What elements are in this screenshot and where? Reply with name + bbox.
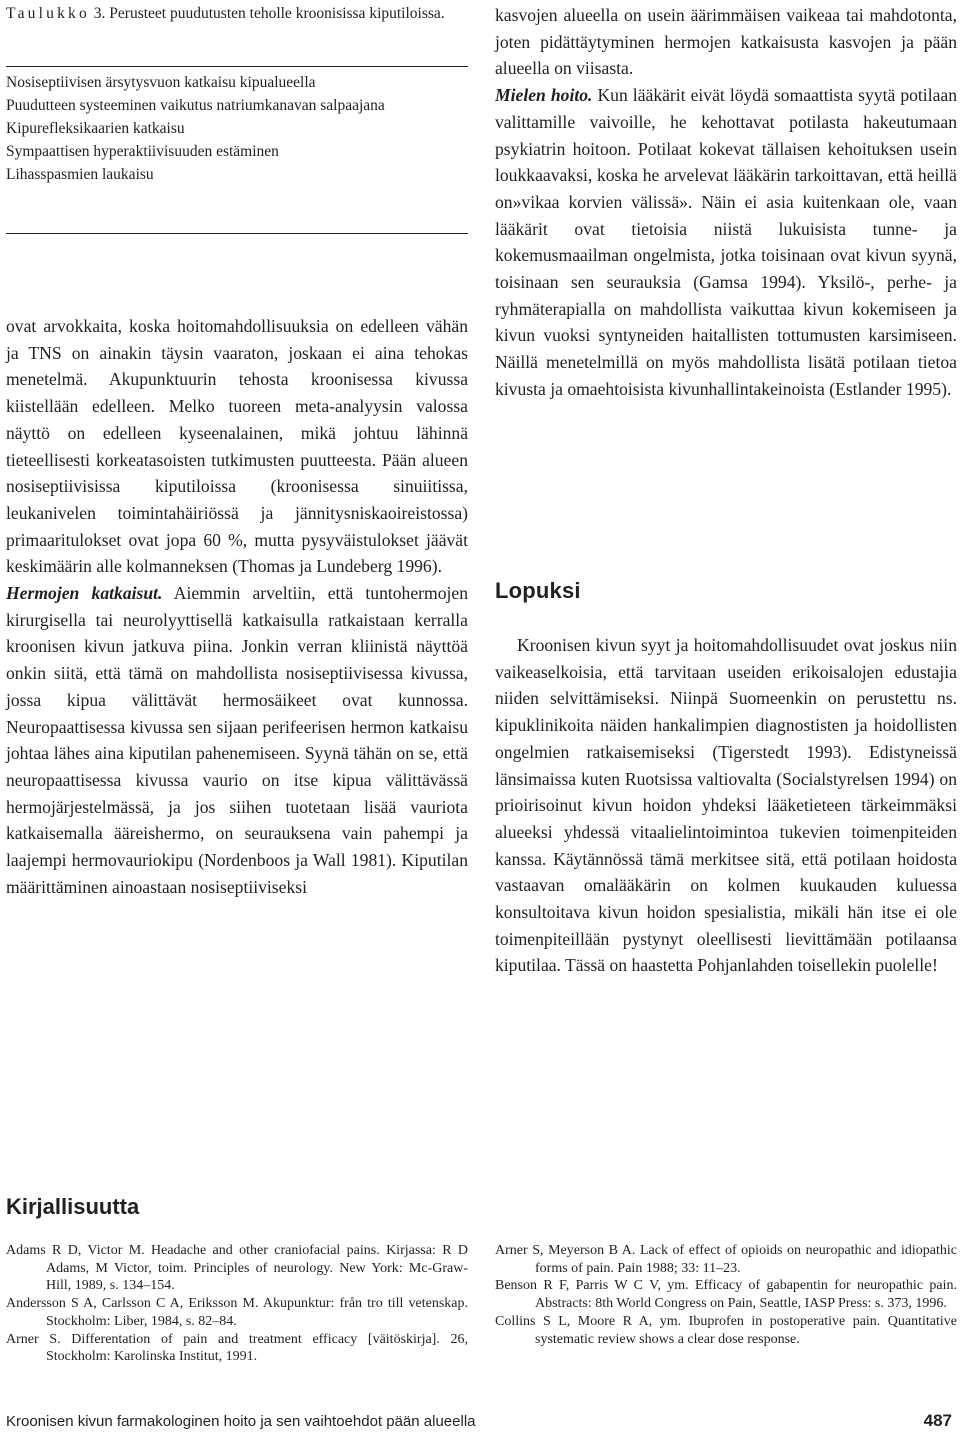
references-right [495, 1242, 957, 1348]
table-row: Kipurefleksikaarien katkaisu [6, 120, 185, 137]
left-paragraph-2 [6, 580, 468, 900]
left-paragraph-1: ovat arvokkaita, koska hoitomahdollisuuksia on edelleen vähän ja TNS on ainakin täysin vaaraton, joskaan ei aina tehokas menetelmä. Akupunktuurin tehosta kroonisessa kivussa kiistellään edelleen. Melko tuoreen meta-analyysin valossa näyttö on edelleen kyseenalainen, mikä johtuu lähinnä tieteellisesti korkeatasoisten tutkimusten puutteesta. Pään alueen nosiseptiivisissa kiputiloissa (kroonisessa sinuiitissa, leukanivelen toimintahäiriössä ja jännitysniskaoireistossa) primaaritulokset ovat jopa 60 %, mutta pysyväistulokset jäävät keskimäärin alle kolmanneksen (Thomas ja Lundeberg 1996). [6, 316, 468, 577]
table-rows [6, 71, 468, 186]
lopuksi-section [495, 632, 957, 979]
table-top-rule [6, 66, 468, 67]
left-column [6, 313, 468, 900]
reference-item: Collins S L, Moore R A, ym. Ibuprofen in postoperative pain. Quantitative systematic review shows a clear dose response. [495, 1313, 957, 1347]
table-row: Puudutteen systeeminen vaikutus natriumkanavan salpaajana [6, 97, 385, 114]
reference-item: Benson R F, Parris W C V, ym. Efficacy of gabapentin for neuropathic pain. Abstracts: 8th World Congress on Pain, Seattle, IASP Press: s. 373, 1996. [495, 1278, 957, 1312]
section-heading-mielen: Mielen hoito. [495, 85, 593, 106]
lopuksi-heading: Lopuksi [495, 578, 581, 603]
references-heading: Kirjallisuutta [6, 1194, 140, 1219]
section-heading-hermojen: Hermojen katkaisut. [6, 583, 163, 604]
table-row: Nosiseptiivisen ärsytysvuon katkaisu kipualueella [6, 74, 316, 91]
table-row: Sympaattisen hyperaktiivisuuden estäminen [6, 143, 279, 160]
table-caption-text: Perusteet puudutusten teholle kroonisissa kiputiloissa. [109, 5, 445, 22]
table-caption [6, 4, 468, 24]
running-footer-title: Kroonisen kivun farmakologinen hoito ja sen vaihtoehdot pään alueella [6, 1413, 476, 1430]
table-label: Taulukko [6, 5, 90, 22]
table-bottom-rule [6, 233, 468, 234]
reference-item: Arner S. Differentation of pain and treatment efficacy [väitöskirja]. 26, Stockholm: Karolinska Institut, 1991. [6, 1331, 468, 1365]
table-row: Lihasspasmien laukaisu [6, 166, 154, 183]
reference-item: Andersson S A, Carlsson C A, Eriksson M. Akupunktur: från tro till vetenskap. Stockholm: Liber, 1984, s. 82–84. [6, 1296, 468, 1329]
lopuksi-paragraph: Kroonisen kivun syyt ja hoitomahdollisuudet ovat joskus niin vaikeaselkoisia, että tarvitaan useiden erikoisalojen edustajia niiden selvittämiseksi. Niinpä Suomeenkin on perustettu ns. kipuklinikoita näiden hankalimpien diagnostisten ja hoidollisten ongelmien ratkaisemiseksi (Tigerstedt 1993). Edistyneissä länsimaissa kuten Ruotsissa valtiovalta (Socialstyrelsen 1994) on prioirisoinut kivun hoidon yhdeksi lääketieteen tärkeimmäksi alueeksi yhdessä vitaalielintoimintoa tukevien toimenpiteiden kanssa. Käytännössä tämä merkitsee sitä, että potilaan hoidosta vastaavan omalääkärin on kolmen kuukauden kuluessa konsultoitava kivun hoidon spesialistia, mikäli hän itse ei ole toimenpiteillään pystynyt oleellisesti lievittämään potilaansa kiputilaa. Tässä on haastetta Pohjanlahden toisellekin puolelle! [495, 635, 957, 976]
table-number: 3. [93, 5, 106, 22]
reference-item: Arner S, Meyerson B A. Lack of effect of opioids on neuropathic and idiopathic forms of pain. Pain 1988; 33: 11–23. [495, 1243, 957, 1276]
left-paragraph-2-text: Aiemmin arveltiin, että tuntohermojen kirurgisella tai neurolyyttisellä katkaisulla ratkaistaan kerralla kroonisen kivun jatkuva piina. Jonkin verran kliinistä näyttöä onkin siitä, että tämä on mahdollista nosiseptiivisessa kivussa, jossa kipua välittävät hermosäikeet ovat kunnossa. Neuropaattisessa kivussa sen sijaan perifeerisen hermon katkaisu johtaa lähes aina kiputilan pahenemiseen. Syynä tähän on se, että neuropaattisessa kivussa vaurio on itse kipua välittävässä hermojärjestelmässä, ja jos siihen tuotetaan lisää vauriota katkaisemalla ääreishermo, on seurauksena vain pahempi ja laajempi hermovauriokipu (Nordenboos ja Wall 1981). Kiputilan määrittäminen ainoastaan nosiseptiiviseksi [6, 583, 468, 897]
reference-item: Adams R D, Victor M. Headache and other craniofacial pains. Kirjassa: R D Adams, M Victor, toim. Principles of neurology. New York: Mc-Graw-Hill, 1989, s. 134–154. [6, 1243, 468, 1294]
references-left [6, 1242, 468, 1366]
right-paragraph-2 [495, 82, 957, 402]
right-column [495, 2, 957, 403]
right-paragraph-1: kasvojen alueella on usein äärimmäisen vaikeaa tai mahdotonta, joten pidättäytyminen hermojen katkaisusta kasvojen ja pään alueella on viisasta. [495, 5, 957, 79]
page-number: 487 [923, 1411, 952, 1430]
right-paragraph-2-text: Kun lääkärit eivät löydä somaattista syytä potilaan valittamille vaivoille, he kehottavat potilasta hakeutumaan psykiatrin hoitoon. Potilaat kokevat tällaisen kehoituksen usein loukkaavaksi, koska he arvelevat lääkärin tarkoittavan, että heillä on»vikaa korvien välissä». Näin ei asia kuitenkaan ole, vaan lääkärit ovat tietoisia niistä lukuisista tunne- ja kokemusmaailman ongelmista, jotka toisinaan ovat kivun syynä, toisinaan sen seurauksia (Gamsa 1994). Yksilö-, perhe- ja ryhmäterapialla on mahdollista vaikuttaa kivun kokemiseen ja kivun vuoksi syntyneiden haitallisten tottumusten karsimiseen. Näillä menetelmillä on myös mahdollista lisätä potilaan tietoa kivusta ja omaehtoisista kivunhallintakeinoista (Estlander 1995). [495, 85, 957, 399]
